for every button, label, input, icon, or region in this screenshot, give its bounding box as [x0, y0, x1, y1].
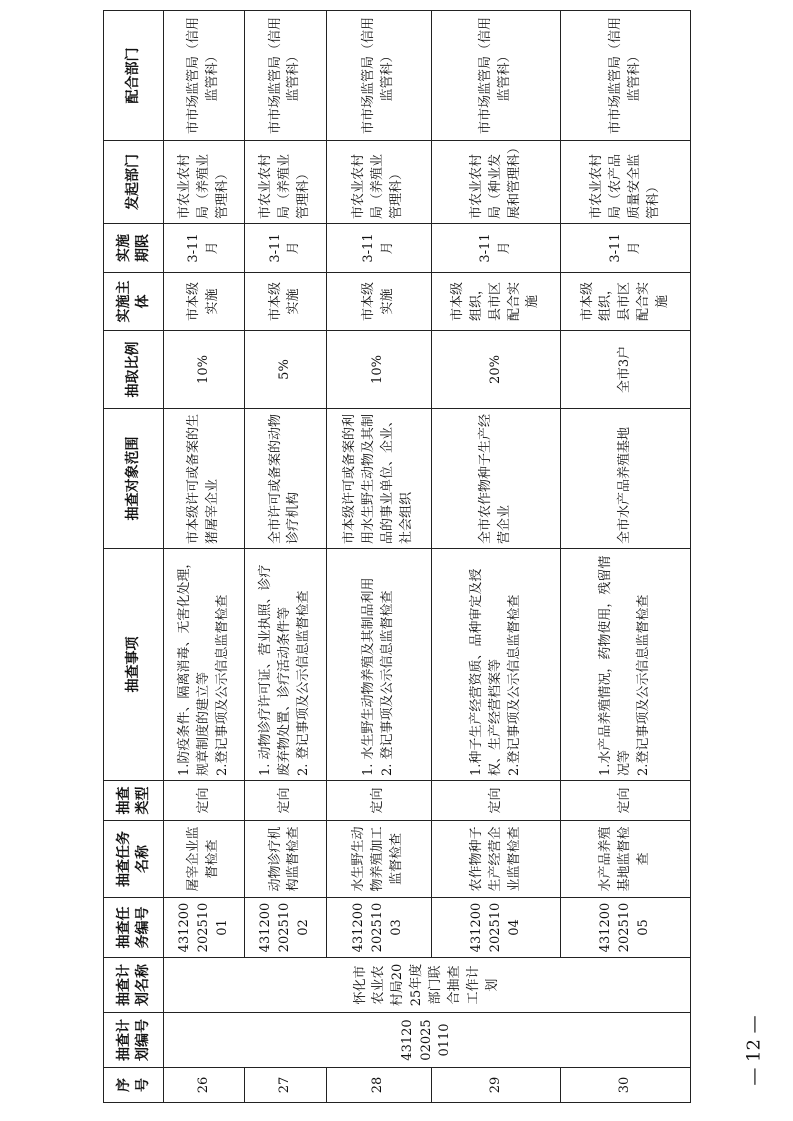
inspection-plan-table [103, 10, 691, 1103]
cell-scope: 市本级许可或备案的利用水生野生动物及其制品的事业单位、企业、社会组织 [326, 409, 431, 549]
cell-ratio: 全市3户 [561, 331, 691, 409]
header-ratio: 抽取比例 [104, 331, 164, 409]
cell-period: 3-11月 [326, 224, 431, 273]
cell-task-no: 43120020251004 [431, 898, 561, 958]
header-partner: 配合部门 [104, 11, 164, 141]
cell-subject: 市本级实施 [245, 273, 326, 331]
cell-task-name: 屠宰企业监督检查 [164, 821, 245, 898]
cell-period: 3-11月 [431, 224, 561, 273]
cell-task-no: 43120020251005 [561, 898, 691, 958]
cell-ratio: 5% [245, 331, 326, 409]
cell-partner: 市市场监管局（信用监管科） [164, 11, 245, 141]
cell-period: 3-11月 [164, 224, 245, 273]
cell-partner: 市市场监管局（信用监管科） [245, 11, 326, 141]
cell-seq: 26 [164, 1068, 245, 1103]
cell-items: 1. 水生野生动物养殖及其制品利用 2. 登记事项及公示信息监督检查 [326, 549, 431, 781]
table-row [245, 11, 326, 1103]
cell-plan-name: 怀化市农业农村局2025年度部门联合抽查工作计划 [164, 958, 691, 1013]
cell-plan-no: 43120020250110 [164, 1013, 691, 1068]
cell-scope: 市本级许可或备案的生猪屠宰企业 [164, 409, 245, 549]
cell-type: 定向 [326, 781, 431, 821]
cell-type: 定向 [245, 781, 326, 821]
page-number [742, 1014, 766, 1086]
cell-task-no: 43120020251002 [245, 898, 326, 958]
cell-period: 3-11月 [245, 224, 326, 273]
table-row [431, 11, 561, 1103]
cell-task-name: 农作物种子生产经营企业监督检查 [431, 821, 561, 898]
cell-initiator: 市农业农村局（农产品质量安全监管科） [561, 141, 691, 224]
rotated-table-container [103, 11, 691, 1103]
cell-partner: 市市场监管局（信用监管科） [431, 11, 561, 141]
cell-ratio: 10% [326, 331, 431, 409]
cell-subject: 市本级实施 [326, 273, 431, 331]
table-row [561, 11, 691, 1103]
header-row [104, 11, 164, 1103]
cell-scope: 全市水产品养殖基地 [561, 409, 691, 549]
page-number-text: — 12 — [743, 1014, 765, 1086]
cell-subject: 市本级实施 [164, 273, 245, 331]
cell-seq: 29 [431, 1068, 561, 1103]
cell-ratio: 20% [431, 331, 561, 409]
cell-task-no: 43120020251003 [326, 898, 431, 958]
header-initiator: 发起部门 [104, 141, 164, 224]
header-scope: 抽查对象范围 [104, 409, 164, 549]
cell-scope: 全市许可或备案的动物诊疗机构 [245, 409, 326, 549]
cell-initiator: 市农业农村局（养殖业管理科） [326, 141, 431, 224]
cell-items: 1.水产品养殖情况，药物使用，残留情况等 2.登记事项及公示信息监督检查 [561, 549, 691, 781]
cell-seq: 28 [326, 1068, 431, 1103]
cell-scope: 全市农作物种子生产经营企业 [431, 409, 561, 549]
header-plan-name: 抽查计划名称 [104, 958, 164, 1013]
cell-items: 1.种子生产经营资质、品种审定及授权、生产经营档案等 2.登记事项及公示信息监督检查 [431, 549, 561, 781]
cell-seq: 27 [245, 1068, 326, 1103]
cell-subject: 市本级组织，县市区配合实施 [561, 273, 691, 331]
cell-initiator: 市农业农村局（养殖业管理科） [245, 141, 326, 224]
cell-items: 1. 动物诊疗许可证、营业执照、诊疗废弃物处置、诊疗活动条件等 2. 登记事项及公示信息监督检查 [245, 549, 326, 781]
cell-seq: 30 [561, 1068, 691, 1103]
cell-type: 定向 [561, 781, 691, 821]
header-period: 实施期限 [104, 224, 164, 273]
cell-initiator: 市农业农村局（养殖业管理科） [164, 141, 245, 224]
header-plan-no: 抽查计划编号 [104, 1013, 164, 1068]
cell-initiator: 市农业农村局（种业发展和管理科） [431, 141, 561, 224]
header-seq: 序号 [104, 1068, 164, 1103]
cell-task-no: 43120020251001 [164, 898, 245, 958]
cell-task-name: 动物诊疗机构监督检查 [245, 821, 326, 898]
table-row [326, 11, 431, 1103]
cell-items: 1.防疫条件、隔离消毒、无害化处理，规章制度的建立等 2.登记事项及公示信息监督检查 [164, 549, 245, 781]
cell-partner: 市市场监管局（信用监管科） [326, 11, 431, 141]
cell-ratio: 10% [164, 331, 245, 409]
cell-type: 定向 [164, 781, 245, 821]
header-task-name: 抽查任务名称 [104, 821, 164, 898]
cell-task-name: 水产品养殖基地监督检查 [561, 821, 691, 898]
table-row [164, 11, 245, 1103]
cell-type: 定向 [431, 781, 561, 821]
cell-subject: 市本级组织，县市区配合实施 [431, 273, 561, 331]
cell-partner: 市市场监管局（信用监管科） [561, 11, 691, 141]
header-items: 抽查事项 [104, 549, 164, 781]
header-task-no: 抽查任务编号 [104, 898, 164, 958]
header-subject: 实施主体 [104, 273, 164, 331]
header-type: 抽查类型 [104, 781, 164, 821]
cell-period: 3-11月 [561, 224, 691, 273]
cell-task-name: 水生野生动物养殖加工监督检查 [326, 821, 431, 898]
